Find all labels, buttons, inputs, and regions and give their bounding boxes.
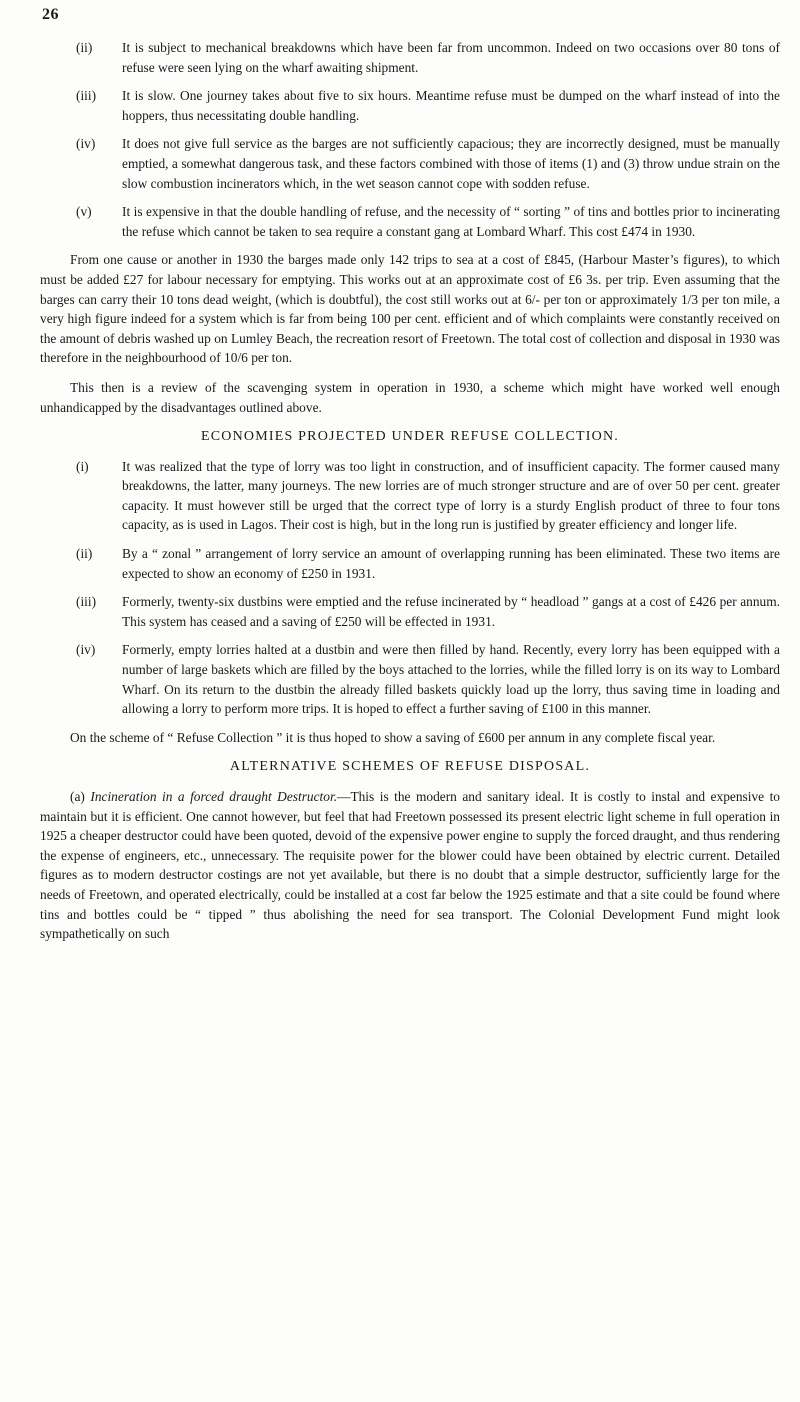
item-number: (iii) bbox=[76, 594, 97, 610]
disadvantages-list bbox=[40, 38, 780, 241]
list-item bbox=[76, 38, 780, 77]
item-text: It was realized that the type of lorry was too light in construction, and of insufficient capacity. The former caused many breakdowns, the latter, many journeys. The new lorries are of much stronger structure and are of over 50 per cent. greater capacity. It must however still be urged that the correct type of lorry is a sturdy English product of three to four tons capacity, as is used in Lagos. Their cost is high, but in the long run is justified by greater efficiency and longer life. bbox=[122, 458, 780, 533]
item-text: By a “ zonal ” arrangement of lorry service an amount of overlapping running has been eliminated. These two items are expected to show an economy of £250 in 1931. bbox=[122, 546, 780, 581]
section-a-label: Incineration in a forced draught Destructor. bbox=[90, 789, 338, 804]
item-number: (i) bbox=[76, 458, 89, 474]
item-number: (ii) bbox=[76, 40, 93, 55]
item-number: (ii) bbox=[76, 546, 93, 562]
section-a-text: —This is the modern and sanitary ideal. It is costly to instal and expensive to maintain but it is efficient. One cannot however, but feel that had Freetown possessed its present electric light scheme in full operation in 1925 a cheaper destructor could have been quoted, devoid of the expensive power engine to supply the forced draught, and thus rendering the expense of engineers, etc., unnecessary. The requisite power for the blower could have been obtained by electric current. Detailed figures as to modern destructor costings are not yet available, but there is no doubt that a simple destructor, sufficiently large for the needs of Freetown, and operated electrically, could be installed at a cost far below the 1925 estimate and that a site could be found where tins and bottles could be “ tipped ” thus abolishing the need for sea transport. The Colonial Development Fund might look sympathetically on such bbox=[40, 789, 780, 942]
list-item bbox=[76, 640, 780, 718]
item-number: (iii) bbox=[76, 88, 97, 104]
list-item bbox=[76, 544, 780, 583]
item-text: It is slow. One journey takes about five to six hours. Meantime refuse must be dumped on the wharf instead of into the hoppers, thus necessitating double handling. bbox=[122, 88, 780, 123]
list-item bbox=[76, 134, 780, 193]
list-item bbox=[76, 202, 780, 241]
item-number: (v) bbox=[76, 204, 92, 220]
page-content bbox=[40, 38, 780, 944]
section-heading-economies: ECONOMIES PROJECTED UNDER REFUSE COLLECTION. bbox=[201, 429, 619, 445]
list-item bbox=[76, 86, 780, 125]
item-text: Formerly, twenty-six dustbins were emptied and the refuse incinerated by “ headload ” gangs at a cost of £426 per annum. This system has ceased and a saving of £250 will be effected in 1931. bbox=[122, 594, 780, 629]
item-text: It is subject to mechanical breakdowns which have been far from uncommon. Indeed on two occasions over 80 tons of refuse were seen lying on the wharf awaiting shipment. bbox=[122, 40, 780, 75]
economies-list bbox=[40, 457, 780, 719]
page-number: 26 bbox=[42, 6, 59, 23]
paragraph-costs: From one cause or another in 1930 the barges made only 142 trips to sea at a cost of £845, (Harbour Master’s figures), to which must be added £27 for labour necessary for emptying. This works out at an approximate cost of £6 3s. per trip. Even assuming that the barges can carry their 10 tons dead weight, (which is doubtful), the cost still works out at 6/- per ton or approximately 1/3 per ton mile, a very high figure indeed for a system which is far from being 100 per cent. efficient and of which complaints were constantly received on the amount of debris washed up on Lumley Beach, the recreation resort of Freetown. The total cost of collection and disposal in 1930 was therefore in the neighbourhood of 10/6 per ton. bbox=[40, 252, 780, 366]
paragraph-saving: On the scheme of “ Refuse Collection ” it is thus hoped to show a saving of £600 per annum in any complete fiscal year. bbox=[70, 729, 716, 745]
list-item bbox=[76, 592, 780, 631]
list-item bbox=[76, 457, 780, 535]
paragraph-review: This then is a review of the scavenging system in operation in 1930, a scheme which might have worked well enough unhandicapped by the disadvantages outlined above. bbox=[40, 379, 780, 415]
section-heading-alternatives: ALTERNATIVE SCHEMES OF REFUSE DISPOSAL. bbox=[229, 759, 591, 775]
item-text: Formerly, empty lorries halted at a dustbin and were then filled by hand. Recently, every lorry has been equipped with a number of large baskets which are filled by the boys attached to the lorries, while the filled lorry is on its way to Lombard Wharf. On its return to the dustbin the already filled baskets quickly load up the lorry, thus saving time in loading and allowing a lorry to perform more trips. It is hoped to effect a further saving of £100 in this manner. bbox=[122, 642, 780, 717]
section-a-number: (a) bbox=[70, 789, 85, 804]
item-text: It does not give full service as the barges are not sufficiently capacious; they are incorrectly designed, must be manually emptied, a somewhat dangerous task, and these factors combined with those of items (1) and (3) throw undue strain on the slow combustion incinerators which, in the wet season cannot cope with sodden refuse. bbox=[122, 136, 780, 191]
item-number: (iv) bbox=[76, 136, 96, 152]
item-number: (iv) bbox=[76, 642, 96, 658]
section-a-paragraph bbox=[40, 787, 780, 944]
item-text: It is expensive in that the double handling of refuse, and the necessity of “ sorting ” of tins and bottles prior to incinerating the refuse which cannot be taken to sea require a constant gang at Lombard Wharf. This cost £474 in 1930. bbox=[122, 204, 780, 239]
